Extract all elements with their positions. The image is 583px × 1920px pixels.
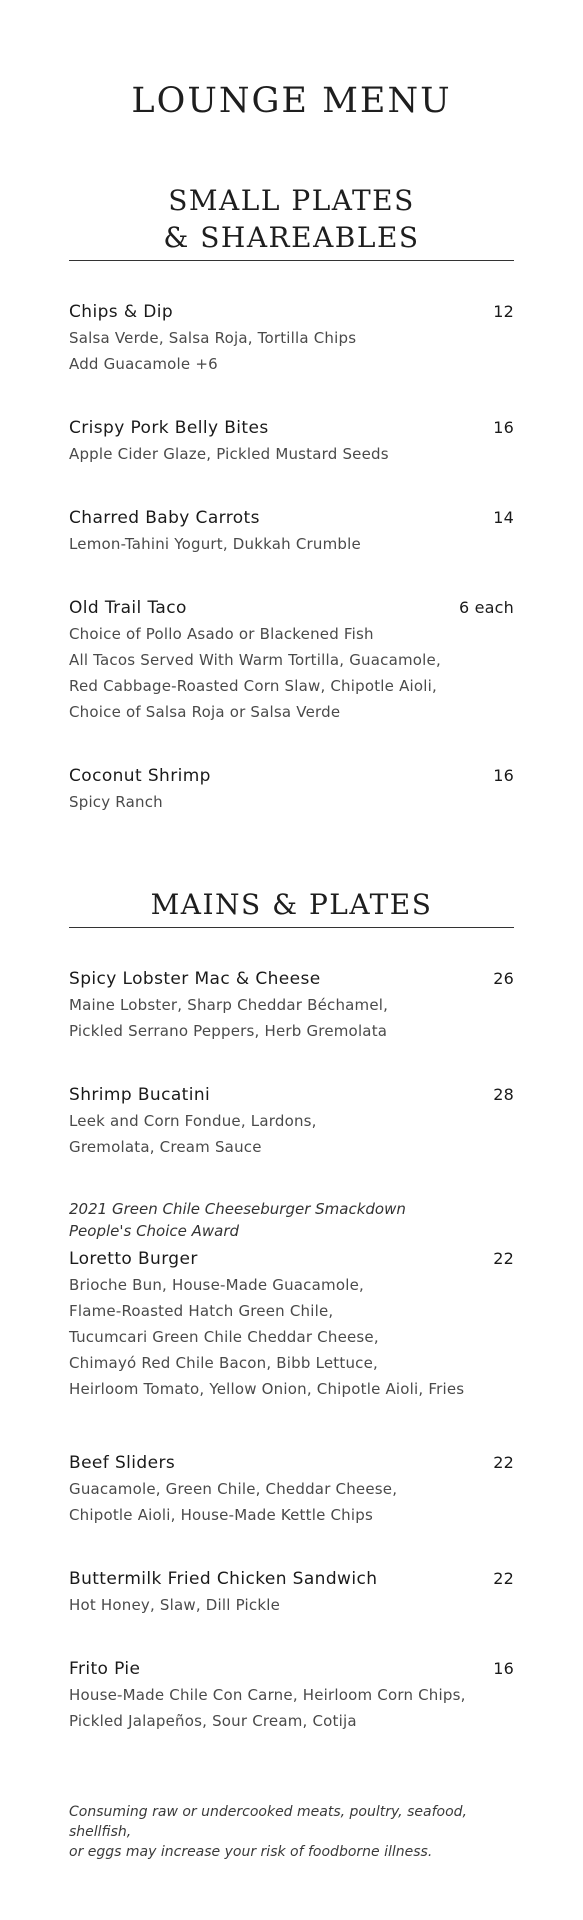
item-name: Buttermilk Fried Chicken Sandwich bbox=[69, 1569, 378, 1589]
item-name: Charred Baby Carrots bbox=[69, 508, 260, 528]
small-plates-list bbox=[69, 261, 514, 815]
menu-item bbox=[69, 1656, 514, 1734]
item-price: 14 bbox=[493, 508, 514, 527]
item-price: 22 bbox=[493, 1569, 514, 1588]
item-description: Guacamole, Green Chile, Cheddar Cheese, bbox=[69, 1480, 398, 1498]
item-name: Chips & Dip bbox=[69, 302, 174, 322]
menu-item bbox=[69, 299, 514, 377]
item-description: Brioche Bun, House-Made Guacamole, bbox=[69, 1276, 364, 1294]
item-price: 26 bbox=[493, 969, 514, 988]
item-name: Shrimp Bucatini bbox=[69, 1085, 211, 1105]
item-description: Leek and Corn Fondue, Lardons, bbox=[69, 1112, 317, 1130]
item-description: Hot Honey, Slaw, Dill Pickle bbox=[69, 1596, 281, 1614]
item-description: Red Cabbage-Roasted Corn Slaw, Chipotle Aioli, bbox=[69, 677, 437, 695]
item-description: Heirloom Tomato, Yellow Onion, Chipotle Aioli, Fries bbox=[69, 1380, 465, 1398]
item-price: 22 bbox=[493, 1249, 514, 1268]
menu-item bbox=[69, 1450, 514, 1528]
item-description: Salsa Verde, Salsa Roja, Tortilla Chips bbox=[69, 329, 357, 347]
item-description: Chipotle Aioli, House-Made Kettle Chips bbox=[69, 1506, 373, 1524]
item-price: 22 bbox=[493, 1453, 514, 1472]
item-name: Coconut Shrimp bbox=[69, 766, 211, 786]
item-price: 16 bbox=[493, 766, 514, 785]
section-title-line: & SHAREABLES bbox=[163, 221, 420, 254]
item-description: Pickled Jalapeños, Sour Cream, Cotija bbox=[69, 1712, 357, 1730]
award-line: 2021 Green Chile Cheeseburger Smackdown bbox=[69, 1200, 406, 1218]
item-name: Frito Pie bbox=[69, 1659, 141, 1679]
award-line: People's Choice Award bbox=[69, 1222, 240, 1240]
item-name: Crispy Pork Belly Bites bbox=[69, 418, 269, 438]
item-description: Flame-Roasted Hatch Green Chile, bbox=[69, 1302, 334, 1320]
item-description: Lemon-Tahini Yogurt, Dukkah Crumble bbox=[69, 535, 361, 553]
item-description: Spicy Ranch bbox=[69, 793, 163, 811]
disclaimer bbox=[69, 1802, 523, 1862]
section-title-mains: MAINS & PLATES bbox=[69, 886, 514, 928]
item-price: 12 bbox=[493, 302, 514, 321]
item-price: 6 each bbox=[458, 598, 514, 617]
item-description: Chimayó Red Chile Bacon, Bibb Lettuce, bbox=[69, 1354, 379, 1372]
item-description: Choice of Pollo Asado or Blackened Fish bbox=[69, 625, 374, 643]
section-title-small-plates bbox=[69, 182, 514, 261]
award-note bbox=[69, 1198, 514, 1242]
item-name: Spicy Lobster Mac & Cheese bbox=[69, 969, 321, 989]
menu-item bbox=[69, 505, 514, 557]
item-price: 16 bbox=[493, 418, 514, 437]
disclaimer-line: Consuming raw or undercooked meats, poultry, seafood, shellfish, bbox=[69, 1804, 467, 1840]
item-price: 16 bbox=[493, 1659, 514, 1678]
item-description: Choice of Salsa Roja or Salsa Verde bbox=[69, 703, 341, 721]
item-name: Beef Sliders bbox=[69, 1453, 176, 1473]
menu-item bbox=[69, 966, 514, 1044]
menu-item bbox=[69, 763, 514, 815]
item-description: Maine Lobster, Sharp Cheddar Béchamel, bbox=[69, 996, 389, 1014]
item-description: Gremolata, Cream Sauce bbox=[69, 1138, 262, 1156]
section-title-line: SMALL PLATES bbox=[168, 184, 415, 217]
mains-list bbox=[69, 928, 514, 1734]
item-description: House-Made Chile Con Carne, Heirloom Corn Chips, bbox=[69, 1686, 466, 1704]
menu-item bbox=[69, 415, 514, 467]
menu-item bbox=[69, 1198, 514, 1402]
menu-title: LOUNGE MENU bbox=[131, 81, 452, 121]
item-price: 28 bbox=[493, 1085, 514, 1104]
item-description: Tucumcari Green Chile Cheddar Cheese, bbox=[69, 1328, 379, 1346]
item-description: Pickled Serrano Peppers, Herb Gremolata bbox=[69, 1022, 388, 1040]
item-description: Apple Cider Glaze, Pickled Mustard Seeds bbox=[69, 445, 389, 463]
item-description: All Tacos Served With Warm Tortilla, Guacamole, bbox=[69, 651, 441, 669]
menu-item bbox=[69, 1082, 514, 1160]
item-name: Old Trail Taco bbox=[69, 598, 187, 618]
item-description: Add Guacamole +6 bbox=[69, 355, 218, 373]
menu-item bbox=[69, 1566, 514, 1618]
disclaimer-line: or eggs may increase your risk of foodborne illness. bbox=[69, 1844, 433, 1860]
menu-item bbox=[69, 595, 514, 725]
item-name: Loretto Burger bbox=[69, 1249, 198, 1269]
